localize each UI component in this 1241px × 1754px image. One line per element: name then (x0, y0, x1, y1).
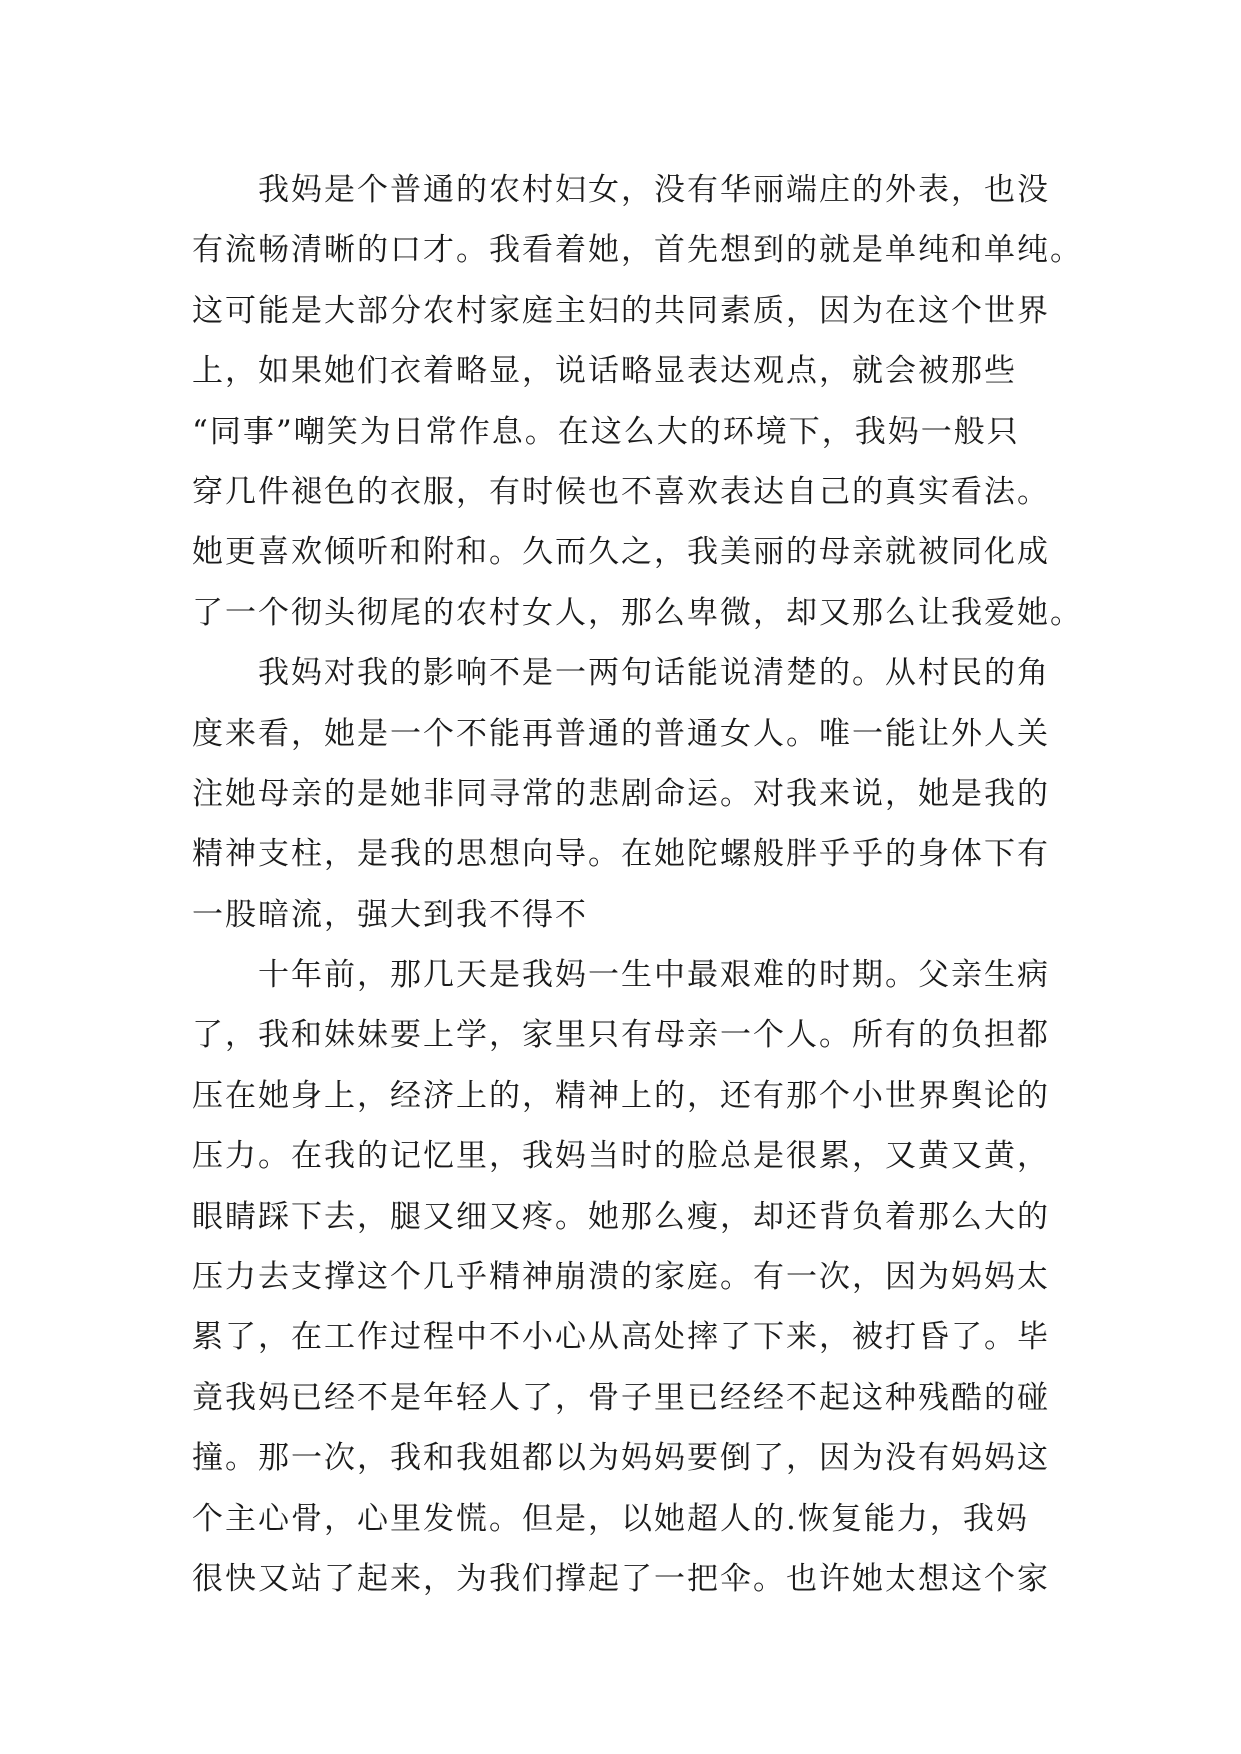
text-line: 注她母亲的是她非同寻常的悲剧命运。对我来说，她是我的 (192, 775, 1050, 812)
text-line: 有流畅清晰的口才。我看着她，首先想到的就是单纯和单纯。 (192, 232, 1083, 269)
text-line: 压在她身上，经济上的，精神上的，还有那个小世界舆论的 (192, 1077, 1050, 1114)
text-line: 我妈是个普通的农村妇女，没有华丽端庄的外表，也没 (258, 172, 1050, 208)
text-line: “同事”嘲笑为日常作息。在这么大的环境下，我妈一般只 (192, 413, 1020, 450)
body-text (192, 160, 1083, 1609)
text-line: 个主心骨，心里发慌。但是，以她超人的.恢复能力，我妈 (192, 1500, 1029, 1537)
text-line: 撞。那一次，我和我姐都以为妈妈要倒了，因为没有妈妈这 (192, 1440, 1050, 1477)
text-line: 这可能是大部分农村家庭主妇的共同素质，因为在这个世界 (192, 292, 1050, 329)
text-line: 眼睛踩下去，腿又细又疼。她那么瘦，却还背负着那么大的 (192, 1198, 1050, 1235)
text-line: 竟我妈已经不是年轻人了，骨子里已经经不起这种残酷的碰 (192, 1379, 1050, 1416)
text-line: 她更喜欢倾听和附和。久而久之，我美丽的母亲就被同化成 (192, 534, 1050, 571)
text-line: 了，我和妹妹要上学，家里只有母亲一个人。所有的负担都 (192, 1017, 1050, 1054)
text-line: 十年前，那几天是我妈一生中最艰难的时期。父亲生病 (258, 957, 1050, 994)
text-line: 压力去支撑这个几乎精神崩溃的家庭。有一次，因为妈妈太 (192, 1259, 1050, 1296)
text-line: 压力。在我的记忆里，我妈当时的脸总是很累，又黄又黄， (192, 1138, 1050, 1175)
text-line: 一股暗流，强大到我不得不 (192, 896, 588, 933)
text-line: 穿几件褪色的衣服，有时候也不喜欢表达自己的真实看法。 (192, 473, 1050, 510)
text-line: 上，如果她们衣着略显，说话略显表达观点，就会被那些 (192, 353, 1017, 390)
text-line: 累了，在工作过程中不小心从高处摔了下来，被打昏了。毕 (192, 1319, 1050, 1356)
text-line: 我妈对我的影响不是一两句话能说清楚的。从村民的角 (258, 655, 1050, 692)
text-line: 度来看，她是一个不能再普通的普通女人。唯一能让外人关 (192, 715, 1050, 752)
text-line: 了一个彻头彻尾的农村女人，那么卑微，却又那么让我爱她。 (192, 594, 1083, 631)
text-line: 精神支柱，是我的思想向导。在她陀螺般胖乎乎的身体下有 (192, 836, 1050, 873)
text-line: 很快又站了起来，为我们撑起了一把伞。也许她太想这个家 (192, 1560, 1050, 1597)
